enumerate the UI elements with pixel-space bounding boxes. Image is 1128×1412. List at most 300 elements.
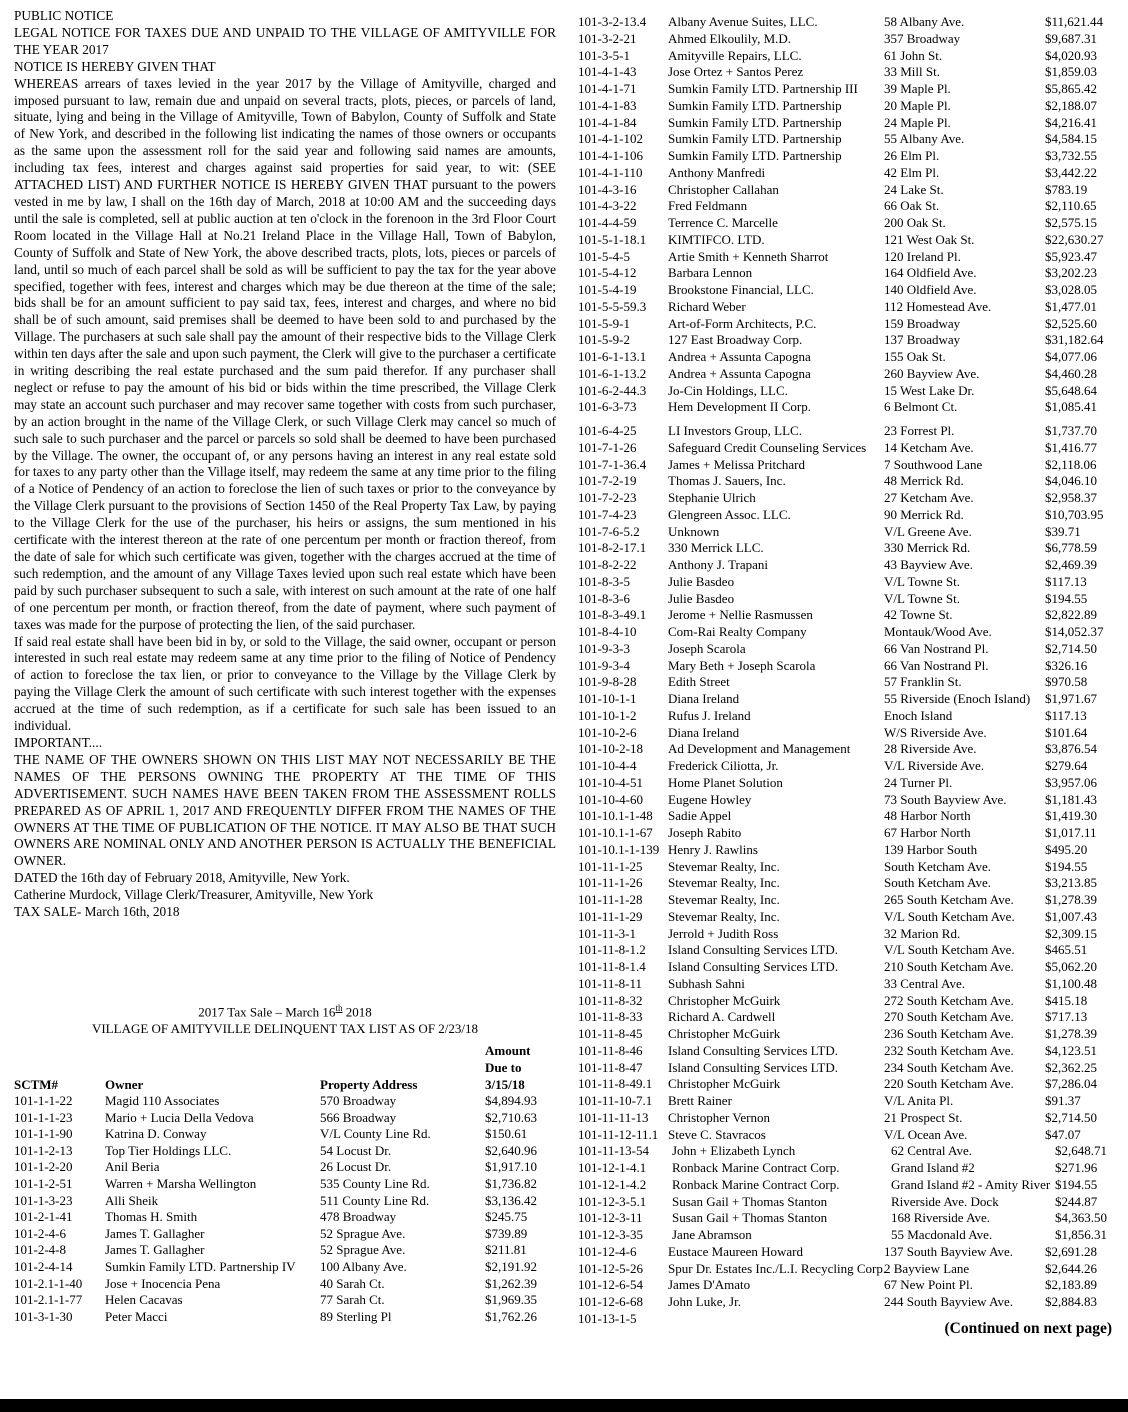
cell-sctm: 101-4-1-83 xyxy=(578,97,637,113)
cell-sctm: 101-11-8-1.4 xyxy=(578,959,646,974)
cell-address: 112 Homestead Ave. xyxy=(884,298,992,314)
table-row xyxy=(578,14,1112,31)
cell-sctm: 101-12-3-11 xyxy=(578,1210,643,1226)
cell-owner: Christopher Callahan xyxy=(668,181,779,197)
header-amount-line3: 3/15/18 xyxy=(485,1076,525,1092)
table-row xyxy=(578,959,1112,976)
cell-sctm: 101-2-4-8 xyxy=(14,1242,66,1258)
cell-amount: $1,181.43 xyxy=(1045,791,1097,807)
table-row xyxy=(578,825,1112,842)
cell-sctm: 101-2.1-1-40 xyxy=(14,1275,83,1291)
cell-amount: $2,822.89 xyxy=(1045,607,1097,623)
cell-amount: $2,714.50 xyxy=(1045,1109,1097,1125)
cell-address: 270 South Ketcham Ave. xyxy=(884,1009,1014,1025)
cell-owner: Subhash Sahni xyxy=(668,975,745,991)
cell-sctm: 101-11-3-1 xyxy=(578,925,637,941)
cell-sctm: 101-4-1-43 xyxy=(578,64,637,80)
table-row xyxy=(578,792,1112,809)
header-amount-line2: Due to xyxy=(485,1059,522,1075)
cell-amount: $4,077.06 xyxy=(1045,349,1097,364)
cell-amount: $5,865.42 xyxy=(1045,81,1097,96)
cell-amount: $3,028.05 xyxy=(1045,282,1097,297)
cell-owner: Brett Rainer xyxy=(668,1093,732,1108)
cell-address: Grand Island #2 - Amity River xyxy=(891,1176,1051,1192)
table-row xyxy=(578,64,1112,81)
table-row xyxy=(578,115,1112,132)
cell-address: 14 Ketcham Ave. xyxy=(884,439,974,455)
cell-amount: $9,687.31 xyxy=(1045,30,1097,46)
cell-sctm: 101-10-2-18 xyxy=(578,741,643,757)
cell-address: 32 Marion Rd. xyxy=(884,925,961,941)
cell-amount: $2,309.15 xyxy=(1045,925,1097,941)
cell-address: 58 Albany Ave. xyxy=(884,14,965,29)
cell-amount: $2,191.92 xyxy=(485,1259,537,1275)
cell-address: 120 Ireland Pl. xyxy=(884,248,961,264)
cell-owner: Top Tier Holdings LLC. xyxy=(105,1142,232,1158)
table-row xyxy=(578,198,1112,215)
table-row xyxy=(578,457,1112,474)
cell-address: 73 South Bayview Ave. xyxy=(884,791,1007,807)
cell-sctm: 101-5-9-2 xyxy=(578,332,630,348)
cell-amount: $2,525.60 xyxy=(1045,315,1097,331)
table-row xyxy=(578,875,1112,892)
table-row xyxy=(14,1176,556,1193)
tax-table-right xyxy=(578,14,1112,1328)
cell-amount: $2,648.71 xyxy=(1055,1143,1107,1159)
cell-address: 15 West Lake Dr. xyxy=(884,382,975,398)
cell-amount: $3,442.22 xyxy=(1045,164,1097,180)
cell-owner: John + Elizabeth Lynch xyxy=(672,1143,796,1159)
cell-sctm: 101-12-4-6 xyxy=(578,1243,637,1259)
cell-address: V/L South Ketcham Ave. xyxy=(884,908,1015,924)
table-row xyxy=(578,282,1112,299)
cell-sctm: 101-4-1-102 xyxy=(578,131,643,147)
cell-amount: $2,575.15 xyxy=(1045,215,1097,230)
cell-owner: Susan Gail + Thomas Stanton xyxy=(672,1210,828,1226)
cell-address: 23 Forrest Pl. xyxy=(884,423,955,438)
table-row xyxy=(578,1060,1112,1077)
legal-paragraph: IMPORTANT.... xyxy=(14,734,103,750)
cell-address: 77 Sarah Ct. xyxy=(320,1292,385,1308)
table-row xyxy=(14,1126,556,1143)
header-property-address: Property Address xyxy=(320,1076,418,1092)
cell-owner: Mary Beth + Joseph Scarola xyxy=(668,657,816,673)
tax-list-header xyxy=(14,1000,556,1093)
cell-address: 260 Bayview Ave. xyxy=(884,365,980,381)
cell-address: 244 South Bayview Ave. xyxy=(884,1294,1014,1309)
table-row xyxy=(578,399,1112,416)
cell-sctm: 101-4-3-22 xyxy=(578,198,637,214)
cell-sctm: 101-11-1-29 xyxy=(578,908,643,924)
cell-sctm: 101-4-3-16 xyxy=(578,181,637,197)
cell-amount: $783.19 xyxy=(1045,181,1088,197)
table-row xyxy=(578,1093,1112,1110)
cell-owner: Steve C. Stavracos xyxy=(668,1126,766,1142)
cell-sctm: 101-11-11-13 xyxy=(578,1109,649,1125)
cell-address: 478 Broadway xyxy=(320,1209,397,1225)
cell-owner: Richard A. Cardwell xyxy=(668,1009,776,1025)
cell-sctm: 101-1-3-23 xyxy=(14,1192,73,1208)
cell-address: 66 Oak St. xyxy=(884,198,940,214)
cell-owner: Christopher McGuirk xyxy=(668,1026,781,1041)
table-row xyxy=(578,507,1112,524)
table-row xyxy=(14,1292,556,1309)
cell-sctm: 101-6-1-13.2 xyxy=(578,365,647,381)
cell-amount: $4,460.28 xyxy=(1045,365,1097,381)
cell-owner: James + Melissa Pritchard xyxy=(668,456,805,472)
cell-sctm: 101-2.1-1-77 xyxy=(14,1292,83,1308)
cell-amount: $415.18 xyxy=(1045,992,1088,1008)
table-row xyxy=(578,1009,1112,1026)
cell-amount: $39.71 xyxy=(1045,523,1081,539)
cell-owner: Jose + Inocencia Pena xyxy=(105,1275,221,1291)
cell-sctm: 101-11-1-28 xyxy=(578,892,643,907)
cell-address: Riverside Ave. Dock xyxy=(891,1193,999,1209)
cell-address: 20 Maple Pl. xyxy=(884,97,951,113)
table-row xyxy=(578,1177,1112,1194)
cell-owner: Stephanie Ulrich xyxy=(668,490,756,505)
cell-address: 232 South Ketcham Ave. xyxy=(884,1042,1014,1058)
cell-owner: Thomas H. Smith xyxy=(105,1209,198,1225)
cell-sctm: 101-8-2-17.1 xyxy=(578,540,647,556)
cell-amount: $117.13 xyxy=(1045,573,1087,589)
table-row xyxy=(578,524,1112,541)
cell-owner: Sumkin Family LTD. Partnership xyxy=(668,97,842,113)
cell-address: 67 Harbor North xyxy=(884,825,971,840)
table-row xyxy=(14,1259,556,1276)
legal-paragraph: WHEREAS arrears of taxes levied in the year 2017 by the Village of Amityville, charged and imposed pursuant to law, remain due and unpaid on several tracts, plots, pieces, or parcels of land, situate, lying and being in the Village of Amityville, Town of Babylon, County of Suffolk and State of New York, and described in the following list indicating the names of those owners or occupants as the same upon the assessment roll for the said year and following said names are amounts, including tax fees, interest and charges against said properties for said year, to wit: (SEE ATTACHED LIST) AND FURTHER NOTICE IS HEREBY GIVEN THAT pursuant to the powers vested in me by law, I shall on the 16th day of March, 2018 at 10:00 AM and the succeeding days until the sale is completed, sell at public auction at ten o'clock in the forenoon in the 3rd Floor Court Room located in the Village Hall at No.21 Ireland Place in the Village Hall, Town of Babylon, County of Suffolk and State of New York, the above described tracts, plots, lots, pieces or parcels of land, until so much of each parcel shall be sold as will be sufficient to pay the tax for the year above specified, together with fees, interest and charges which may be due thereon at the time of the sale; bids shall be for an amount sufficient to pay said tax, fees, interest and charges, and where no bid shall be of such amount, said premises shall be deemed to have been sold to and purchased by the Village. The purchasers at such sale shall pay the amount of their respective bids to the Village Clerk within ten days after the sale and upon such payment, the Clerk will give to the purchaser a certificate in writing describing the real estate purchased and the sum paid therefor. If any purchaser shall neglect or refuse to pay the amount of his bid or bids within the time prescribed, the Village Clerk may state an account such purchaser and may recover same together with costs from such purchaser, by an action brought in the name of the Village Clerk, or such Village Clerk may cancel so much of such sale to such purchaser and the parcel or parcels so sold shall be deemed to have been purchased by the Village. The owner, the occupant of, or any persons having an interest in any real estate sold for taxes to any party other than the Village itself, may redeem the same at any time prior to the filing of a Notice of Pendency of an action to foreclose the lien of such taxes or prior to the conveyance by the Village Clerk pursuant to the provisions of Section 1450 of the Real Property Tax Law, by paying to the Village Clerk for the use of the purchaser, his heirs or assigns, the sum mentioned in his certificate with the interest thereon at the rate of one percentum per month or fraction thereof, from the date of sale for which such certificate was given, together with the charges accrued at the time of such redemption, and the amount of any Village Taxes levied upon such real estate which have been paid by such purchaser subsequent to such a sale, with interest on such amount at the rate of one half of one percentum per month, or fraction thereof, from the date of payment, where such payment of taxes was made for the purpose of protecting the lien, of the said purchaser. xyxy=(14,75,556,632)
table-row xyxy=(14,1193,556,1210)
cell-amount: $1,856.31 xyxy=(1055,1227,1107,1242)
table-row xyxy=(578,591,1112,608)
cell-amount: $2,183.89 xyxy=(1045,1277,1097,1293)
table-row xyxy=(578,674,1112,691)
cell-amount: $150.61 xyxy=(485,1126,528,1142)
cell-owner: Island Consulting Services LTD. xyxy=(668,959,838,974)
cell-amount: $1,416.77 xyxy=(1045,439,1097,455)
cell-address: 26 Locust Dr. xyxy=(320,1159,392,1175)
cell-address: 159 Broadway xyxy=(884,315,961,331)
cell-owner: Diana Ireland xyxy=(668,691,740,706)
cell-address: 272 South Ketcham Ave. xyxy=(884,992,1014,1008)
cell-owner: Unknown xyxy=(668,523,720,539)
cell-address: 121 West Oak St. xyxy=(884,231,975,247)
cell-sctm: 101-9-8-28 xyxy=(578,674,637,690)
cell-address: 40 Sarah Ct. xyxy=(320,1275,385,1291)
cell-amount: $1,971.67 xyxy=(1045,691,1097,706)
cell-address: 27 Ketcham Ave. xyxy=(884,490,974,505)
cell-address: 61 John St. xyxy=(884,47,943,63)
cell-amount: $91.37 xyxy=(1045,1093,1081,1108)
cell-owner: Joseph Rabito xyxy=(668,825,742,840)
cell-amount: $717.13 xyxy=(1045,1009,1088,1025)
cell-address: 33 Central Ave. xyxy=(884,975,965,991)
cell-address: 535 County Line Rd. xyxy=(320,1176,430,1192)
cell-owner: KIMTIFCO. LTD. xyxy=(668,231,765,247)
legal-paragraph: LEGAL NOTICE FOR TAXES DUE AND UNPAID TO THE VILLAGE OF AMITYVILLE FOR THE YEAR 2017 xyxy=(14,24,556,57)
cell-owner: Katrina D. Conway xyxy=(105,1126,207,1142)
cell-amount: $31,182.64 xyxy=(1045,332,1104,348)
cell-owner: Alli Sheik xyxy=(105,1192,159,1208)
table-row xyxy=(14,1242,556,1259)
right-column xyxy=(578,0,1112,1326)
cell-amount: $3,957.06 xyxy=(1045,774,1097,790)
cell-owner: Terrence C. Marcelle xyxy=(668,215,778,230)
legal-paragraph: If said real estate shall have been bid in by, or sold to the Village, the said owner, occupant or person interested in such real estate may redeem same at any time prior to the filing of Notice of Pendency of action to foreclose the tax lien, or prior to conveyance to the Village by the Village Clerk by paying the Village Clerk the amount of such certificate with such interest together with the expenses accrued at the time of such redemption, as if a certificate for such sale has been issued to an individual. xyxy=(14,633,556,734)
cell-address: 66 Van Nostrand Pl. xyxy=(884,657,989,673)
cell-address: V/L Towne St. xyxy=(884,573,961,589)
cell-address: V/L County Line Rd. xyxy=(320,1126,431,1142)
cell-address: 100 Albany Ave. xyxy=(320,1259,407,1275)
cell-owner: Glengreen Assoc. LLC. xyxy=(668,506,791,522)
cell-amount: $5,062.20 xyxy=(1045,959,1097,974)
cell-address: V/L Towne St. xyxy=(884,590,961,606)
cell-amount: $194.55 xyxy=(1045,590,1088,606)
tax-list-subtitle: VILLAGE OF AMITYVILLE DELINQUENT TAX LIST AS OF 2/23/18 xyxy=(91,1020,479,1036)
cell-amount: $970.58 xyxy=(1045,674,1088,690)
table-row xyxy=(578,1261,1112,1278)
cell-owner: James T. Gallagher xyxy=(105,1225,205,1241)
table-row xyxy=(578,148,1112,165)
table-row xyxy=(578,1294,1112,1311)
cell-sctm: 101-11-8-33 xyxy=(578,1009,643,1025)
cell-address: 52 Sprague Ave. xyxy=(320,1242,406,1258)
cell-address: V/L Anita Pl. xyxy=(884,1093,954,1108)
cell-sctm: 101-6-1-13.1 xyxy=(578,349,647,364)
cell-owner xyxy=(668,1311,884,1328)
cell-amount: $211.81 xyxy=(485,1242,527,1258)
cell-address: South Ketcham Ave. xyxy=(884,858,991,874)
cell-amount: $739.89 xyxy=(485,1225,528,1241)
cell-amount: $1,017.11 xyxy=(1045,825,1097,840)
table-row xyxy=(578,1244,1112,1261)
cell-sctm: 101-10.1-1-67 xyxy=(578,825,653,840)
cell-owner: Diana Ireland xyxy=(668,724,740,740)
table-row xyxy=(578,1277,1112,1294)
table-row xyxy=(578,31,1112,48)
cell-address: 33 Mill St. xyxy=(884,64,940,80)
cell-amount: $3,202.23 xyxy=(1045,265,1097,281)
cell-amount: $22,630.27 xyxy=(1045,231,1104,247)
table-row xyxy=(14,1093,556,1110)
cell-address: 164 Oldfield Ave. xyxy=(884,265,977,281)
table-row xyxy=(578,892,1112,909)
cell-amount: $1,762.26 xyxy=(485,1308,537,1324)
cell-sctm: 101-11-8-1.2 xyxy=(578,942,646,958)
cell-address: 24 Maple Pl. xyxy=(884,114,951,130)
cell-owner: James D'Amato xyxy=(668,1277,751,1293)
cell-address: 42 Elm Pl. xyxy=(884,164,940,180)
cell-owner: Andrea + Assunta Capogna xyxy=(668,349,811,364)
cell-amount: $1,278.39 xyxy=(1045,892,1097,907)
table-row xyxy=(578,607,1112,624)
cell-sctm: 101-11-10-7.1 xyxy=(578,1093,653,1108)
cell-address: 210 South Ketcham Ave. xyxy=(884,959,1014,974)
cell-sctm: 101-6-4-25 xyxy=(578,423,637,438)
legal-paragraph: PUBLIC NOTICE xyxy=(14,8,114,23)
cell-amount: $1,419.30 xyxy=(1045,808,1097,824)
cell-sctm: 101-1-2-20 xyxy=(14,1159,73,1175)
table-row xyxy=(578,1143,1112,1160)
table-row xyxy=(578,232,1112,249)
table-row xyxy=(578,1227,1112,1244)
cell-address: 67 New Point Pl. xyxy=(884,1277,973,1293)
cell-address: 220 South Ketcham Ave. xyxy=(884,1076,1014,1092)
cell-address: 200 Oak St. xyxy=(884,215,946,230)
cell-amount: $2,958.37 xyxy=(1045,490,1097,505)
cell-address: 155 Oak St. xyxy=(884,349,946,364)
cell-address: 168 Riverside Ave. xyxy=(891,1210,991,1226)
table-row xyxy=(578,383,1112,400)
cell-owner: Jerrold + Judith Ross xyxy=(668,925,779,941)
cell-amount: $2,714.50 xyxy=(1045,640,1097,656)
cell-owner: LI Investors Group, LLC. xyxy=(668,423,802,438)
cell-amount: $7,286.04 xyxy=(1045,1076,1097,1092)
table-row xyxy=(578,131,1112,148)
cell-amount: $1,100.48 xyxy=(1045,975,1097,991)
cell-address: 55 Macdonald Ave. xyxy=(891,1227,993,1242)
legal-paragraph: THE NAME OF THE OWNERS SHOWN ON THIS LIST MAY NOT NECESSARILY BE THE NAMES OF THE PERSONS OWNING THE PROPERTY AT THE TIME OF THIS ADVERTISEMENT. SUCH NAMES HAVE BEEN TAKEN FROM THE ASSESSMENT ROLLS PREPARED AS OF APRIL 1, 2017 AND FREQUENTLY DIFFER FROM THE NAMES OF THE OWNERS AT THE TIME OF PUBLICATION OF THE NOTICE. IT MAY ALSO BE THAT SUCH OWNERS ARE NOMINAL ONLY AND ANOTHER PERSON IS ACTUALLY THE BENEFICIAL OWNER. xyxy=(14,751,556,869)
cell-owner: Christopher McGuirk xyxy=(668,1076,781,1092)
cell-address: 2 Bayview Lane xyxy=(884,1260,970,1276)
cell-sctm: 101-3-2-13.4 xyxy=(578,14,647,29)
cell-sctm: 101-10-4-4 xyxy=(578,758,637,773)
cell-amount: $14,052.37 xyxy=(1045,624,1104,639)
cell-sctm: 101-10-4-60 xyxy=(578,791,643,807)
table-row xyxy=(578,249,1112,266)
cell-sctm: 101-10-1-1 xyxy=(578,691,637,706)
cell-amount: $47.07 xyxy=(1045,1126,1081,1142)
table-row xyxy=(578,641,1112,658)
cell-address: 62 Central Ave. xyxy=(891,1143,972,1159)
cell-sctm: 101-6-2-44.3 xyxy=(578,382,647,398)
cell-owner: Julie Basdeo xyxy=(668,590,735,606)
tax-sale-title-text: 2017 Tax Sale – March 16 xyxy=(198,1004,336,1020)
cell-sctm: 101-4-4-59 xyxy=(578,215,637,230)
cell-owner: Stevemar Realty, Inc. xyxy=(668,875,780,891)
cell-sctm: 101-3-1-30 xyxy=(14,1308,73,1324)
cell-address: 52 Sprague Ave. xyxy=(320,1225,406,1241)
table-row xyxy=(578,98,1112,115)
cell-owner: Magid 110 Associates xyxy=(105,1093,220,1109)
cell-owner: Spur Dr. Estates Inc./L.I. Recycling Corp. xyxy=(668,1260,887,1276)
tax-sale-title xyxy=(14,1000,556,1021)
table-row xyxy=(578,540,1112,557)
cell-address: 570 Broadway xyxy=(320,1093,397,1109)
cell-address: 236 South Ketcham Ave. xyxy=(884,1026,1014,1041)
cell-amount: $279.64 xyxy=(1045,758,1088,773)
table-row xyxy=(578,1043,1112,1060)
tax-sale-title-superscript: th xyxy=(335,1003,343,1013)
table-row xyxy=(578,1210,1112,1227)
cell-amount: $1,736.82 xyxy=(485,1176,537,1192)
header-amount-due xyxy=(485,1043,556,1093)
cell-address: 511 County Line Rd. xyxy=(320,1192,430,1208)
table-row xyxy=(14,1209,556,1226)
cell-owner: Fred Feldmann xyxy=(668,198,748,214)
cell-owner: Jo-Cin Holdings, LLC. xyxy=(668,382,788,398)
cell-sctm: 101-5-4-19 xyxy=(578,282,637,297)
cell-owner: Christopher Vernon xyxy=(668,1109,770,1125)
cell-sctm: 101-12-3-35 xyxy=(578,1227,643,1242)
cell-amount: $2,362.25 xyxy=(1045,1059,1097,1075)
cell-sctm: 101-12-5-26 xyxy=(578,1260,643,1276)
table-row xyxy=(578,708,1112,725)
cell-owner: Edith Street xyxy=(668,674,730,690)
cell-owner: Anil Beria xyxy=(105,1159,160,1175)
cell-address: 89 Sterling Pl xyxy=(320,1308,392,1324)
table-row xyxy=(578,265,1112,282)
cell-owner: Helen Cacavas xyxy=(105,1292,183,1308)
cell-sctm: 101-5-5-59.3 xyxy=(578,298,647,314)
table-row xyxy=(578,574,1112,591)
cell-owner: Richard Weber xyxy=(668,298,746,314)
cell-sctm: 101-8-4-10 xyxy=(578,624,637,639)
cell-address: 140 Oldfield Ave. xyxy=(884,282,977,297)
cell-address: 24 Turner Pl. xyxy=(884,774,953,790)
cell-amount: $2,710.63 xyxy=(485,1109,537,1125)
cell-sctm: 101-5-4-12 xyxy=(578,265,637,281)
cell-owner: Jane Abramson xyxy=(672,1227,752,1242)
cell-amount: $3,136.42 xyxy=(485,1192,537,1208)
cell-owner: Frederick Ciliotta, Jr. xyxy=(668,758,779,773)
cell-address: 66 Van Nostrand Pl. xyxy=(884,640,989,656)
cell-owner: Hem Development II Corp. xyxy=(668,399,811,415)
cell-owner: Henry J. Rawlins xyxy=(668,841,758,857)
cell-owner: Anthony J. Trapani xyxy=(668,557,769,572)
cell-amount: $2,188.07 xyxy=(1045,97,1097,113)
legal-notice-text xyxy=(14,8,556,976)
cell-amount: $1,007.43 xyxy=(1045,908,1097,924)
cell-amount: $244.87 xyxy=(1055,1193,1098,1209)
left-column xyxy=(14,8,556,1324)
cell-amount: $271.96 xyxy=(1055,1160,1098,1175)
table-row xyxy=(578,624,1112,641)
table-row xyxy=(578,1127,1112,1144)
cell-sctm: 101-12-1-4.1 xyxy=(578,1160,647,1175)
cell-amount: $465.51 xyxy=(1045,942,1088,958)
cell-address: 6 Belmont Ct. xyxy=(884,399,958,415)
cell-owner: Ahmed Elkoulily, M.D. xyxy=(668,30,792,46)
legal-paragraph: DATED the 16th day of February 2018, Amityville, New York. xyxy=(14,870,350,886)
table-row xyxy=(578,1076,1112,1093)
cell-sctm: 101-11-1-26 xyxy=(578,875,643,891)
table-row xyxy=(578,423,1112,440)
table-row xyxy=(578,1110,1112,1127)
cell-amount: $2,691.28 xyxy=(1045,1243,1097,1259)
cell-owner: Warren + Marsha Wellington xyxy=(105,1176,257,1192)
cell-address: 137 Broadway xyxy=(884,332,961,348)
table-row xyxy=(578,1026,1112,1043)
cell-owner: John Luke, Jr. xyxy=(668,1294,741,1309)
cell-sctm: 101-8-2-22 xyxy=(578,557,637,572)
cell-address: Enoch Island xyxy=(884,707,953,723)
cell-address: 48 Merrick Rd. xyxy=(884,473,964,489)
cell-amount: $2,884.83 xyxy=(1045,1294,1097,1309)
cell-address: 55 Riverside (Enoch Island) xyxy=(884,691,1031,706)
cell-amount: $2,110.65 xyxy=(1045,198,1097,214)
table-row xyxy=(578,182,1112,199)
cell-amount: $3,876.54 xyxy=(1045,741,1097,757)
cell-address: 26 Elm Pl. xyxy=(884,148,940,163)
table-row xyxy=(578,165,1112,182)
cell-amount: $11,621.44 xyxy=(1045,14,1104,29)
cell-owner: Sumkin Family LTD. Partnership III xyxy=(668,81,858,96)
cell-sctm: 101-1-2-13 xyxy=(14,1142,73,1158)
cell-amount: $2,644.26 xyxy=(1045,1260,1097,1276)
cell-amount: $117.13 xyxy=(1045,707,1087,723)
cell-sctm: 101-13-1-5 xyxy=(578,1310,637,1326)
